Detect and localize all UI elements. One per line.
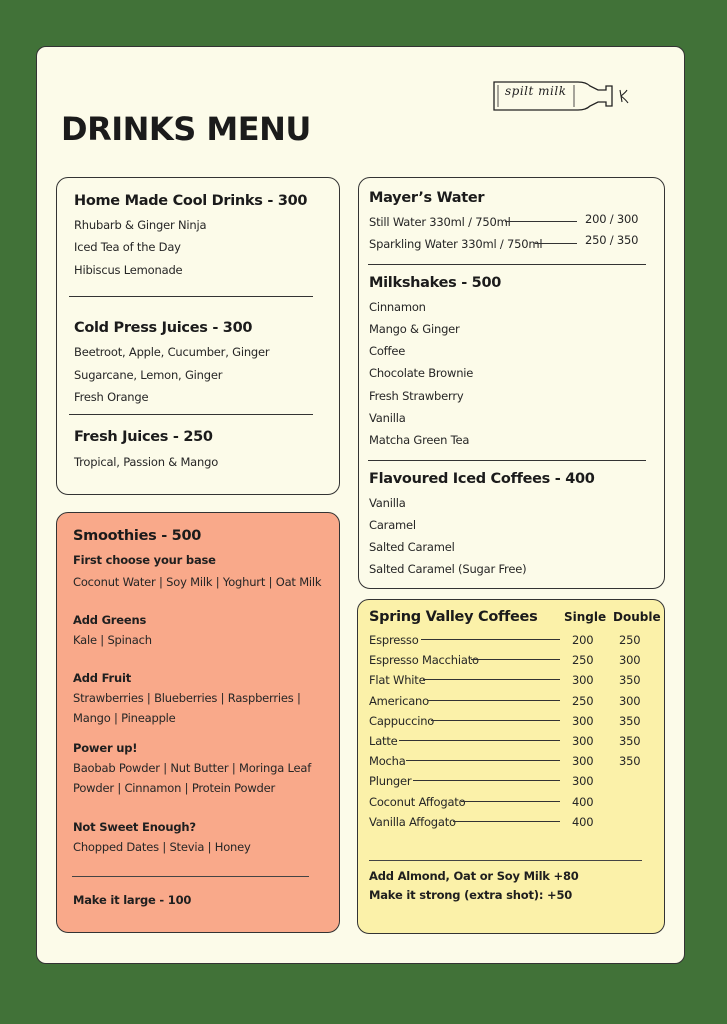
- divider: [72, 876, 309, 877]
- double-column-header: Double: [613, 610, 661, 624]
- divider: [69, 414, 313, 415]
- large-option: Make it large - 100: [73, 893, 192, 907]
- sweet-options: Chopped Dates | Stevia | Honey: [73, 840, 251, 854]
- smoothies-heading: Smoothies - 500: [73, 528, 202, 544]
- leader-line: [428, 700, 560, 701]
- single-column-header: Single: [564, 610, 607, 624]
- double-price: 300: [619, 653, 641, 667]
- single-price: 400: [572, 795, 594, 809]
- single-price: 300: [572, 714, 594, 728]
- double-price: 350: [619, 754, 641, 768]
- fruit-label: Add Fruit: [73, 671, 131, 685]
- list-item: Salted Caramel: [369, 540, 455, 554]
- fresh-juices-heading: Fresh Juices - 250: [74, 429, 213, 445]
- list-item: Fresh Orange: [74, 390, 149, 404]
- leader-line: [413, 780, 560, 781]
- list-item: Sparkling Water 330ml / 750ml: [369, 237, 543, 251]
- single-price: 300: [572, 673, 594, 687]
- greens-label: Add Greens: [73, 613, 147, 627]
- list-item: Beetroot, Apple, Cucumber, Ginger: [74, 345, 270, 359]
- fruit-options: Mango | Pineapple: [73, 711, 176, 725]
- fruit-options: Strawberries | Blueberries | Raspberries |: [73, 691, 301, 705]
- list-item: Coffee: [369, 344, 406, 358]
- coffee-name: Vanilla Affogato: [369, 815, 456, 829]
- list-item: Still Water 330ml / 750ml: [369, 215, 511, 229]
- double-price: 300: [619, 694, 641, 708]
- base-label: First choose your base: [73, 553, 216, 567]
- list-item: Mango & Ginger: [369, 322, 460, 336]
- greens-options: Kale | Spinach: [73, 633, 152, 647]
- double-price: 350: [619, 714, 641, 728]
- iced-coffees-heading: Flavoured Iced Coffees - 400: [369, 471, 595, 487]
- double-price: 350: [619, 734, 641, 748]
- milk-extra: Add Almond, Oat or Soy Milk +80: [369, 869, 579, 883]
- cool-drinks-heading: Home Made Cool Drinks - 300: [74, 193, 308, 209]
- coffee-name: Flat White: [369, 673, 426, 687]
- list-item: Caramel: [369, 518, 416, 532]
- single-price: 300: [572, 774, 594, 788]
- power-options: Powder | Cinnamon | Protein Powder: [73, 781, 276, 795]
- divider: [368, 264, 646, 265]
- list-item: Vanilla: [369, 496, 406, 510]
- single-price: 300: [572, 734, 594, 748]
- milkshakes-heading: Milkshakes - 500: [369, 275, 502, 291]
- list-item: Matcha Green Tea: [369, 433, 470, 447]
- leader-line: [505, 221, 577, 222]
- double-price: 350: [619, 673, 641, 687]
- leader-line: [399, 740, 560, 741]
- power-label: Power up!: [73, 741, 138, 755]
- sweet-label: Not Sweet Enough?: [73, 820, 196, 834]
- coffee-name: Mocha: [369, 754, 406, 768]
- single-price: 200: [572, 633, 594, 647]
- list-item: Salted Caramel (Sugar Free): [369, 562, 527, 576]
- double-price: 250: [619, 633, 641, 647]
- list-item: Vanilla: [369, 411, 406, 425]
- list-item: Iced Tea of the Day: [74, 240, 181, 254]
- cold-press-heading: Cold Press Juices - 300: [74, 320, 253, 336]
- coffees-heading: Spring Valley Coffees: [369, 609, 538, 625]
- coffee-name: Espresso: [369, 633, 419, 647]
- list-item: Tropical, Passion & Mango: [74, 455, 219, 469]
- divider: [69, 296, 313, 297]
- leader-line: [406, 760, 560, 761]
- list-item: Fresh Strawberry: [369, 389, 464, 403]
- single-price: 400: [572, 815, 594, 829]
- price: 250 / 350: [585, 233, 639, 247]
- leader-line: [431, 720, 560, 721]
- power-options: Baobab Powder | Nut Butter | Moringa Leaf: [73, 761, 312, 775]
- extra-shot: Make it strong (extra shot): +50: [369, 888, 573, 902]
- price: 200 / 300: [585, 212, 639, 226]
- leader-line: [421, 639, 560, 640]
- single-price: 250: [572, 653, 594, 667]
- single-price: 300: [572, 754, 594, 768]
- coffee-name: Plunger: [369, 774, 412, 788]
- coffee-name: Latte: [369, 734, 398, 748]
- leader-line: [471, 659, 560, 660]
- coffee-name: Americano: [369, 694, 429, 708]
- list-item: Rhubarb & Ginger Ninja: [74, 218, 207, 232]
- divider: [369, 860, 642, 861]
- list-item: Hibiscus Lemonade: [74, 263, 183, 277]
- leader-line: [453, 821, 560, 822]
- logo-text: spilt milk: [505, 84, 567, 98]
- leader-line: [461, 801, 560, 802]
- coffee-name: Coconut Affogato: [369, 795, 466, 809]
- leader-line: [535, 243, 577, 244]
- list-item: Chocolate Brownie: [369, 366, 474, 380]
- coffee-name: Cappuccino: [369, 714, 435, 728]
- divider: [368, 460, 646, 461]
- single-price: 250: [572, 694, 594, 708]
- list-item: Cinnamon: [369, 300, 426, 314]
- water-heading: Mayer’s Water: [369, 190, 485, 206]
- list-item: Sugarcane, Lemon, Ginger: [74, 368, 223, 382]
- coffee-name: Espresso Macchiato: [369, 653, 479, 667]
- page-title: DRINKS MENU: [61, 110, 311, 148]
- leader-line: [423, 679, 560, 680]
- base-options: Coconut Water | Soy Milk | Yoghurt | Oat Milk: [73, 575, 322, 589]
